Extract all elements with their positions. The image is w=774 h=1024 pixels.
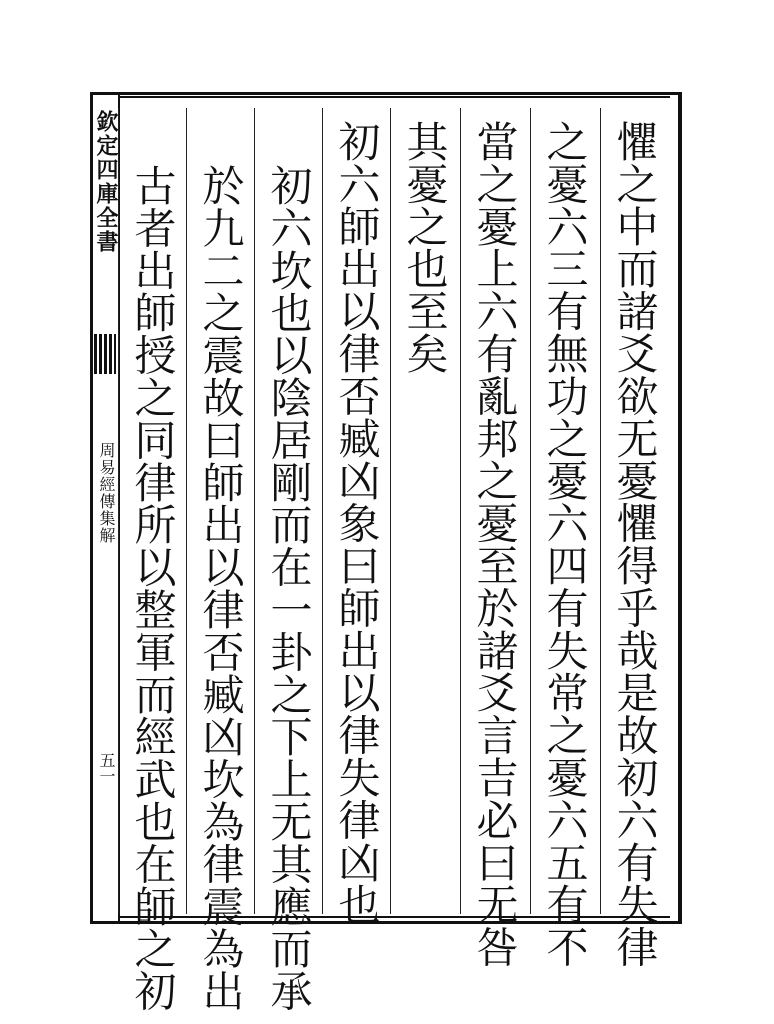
column-text: 於九二之震故曰師出以律否臧凶坎為律震為出 bbox=[196, 164, 246, 1012]
fish-tail-ornament bbox=[94, 334, 116, 374]
column-text: 當之憂上六有亂邦之憂至於諸爻言吉必曰无咎 bbox=[470, 120, 520, 968]
text-column-7 bbox=[186, 108, 254, 1012]
column-text: 初六坎也以陰居剛而在一卦之下上无其應而承 bbox=[264, 164, 314, 1012]
text-column-2 bbox=[530, 108, 598, 968]
text-column-5 bbox=[322, 108, 390, 926]
text-column-8 bbox=[118, 108, 186, 1012]
margin-title: 欽定四庫全書 bbox=[93, 110, 119, 254]
column-text: 之憂六三有無功之憂六四有失常之憂六五有不 bbox=[540, 120, 590, 968]
text-column-4 bbox=[390, 108, 458, 914]
column-text: 古者出師授之同律所以整軍而經武也在師之初 bbox=[128, 164, 178, 1012]
margin-page-number: 五一 bbox=[97, 752, 116, 784]
column-text: 初六師出以律否臧凶象曰師出以律失律凶也 bbox=[332, 120, 382, 926]
text-column-1 bbox=[600, 108, 668, 968]
margin-book-title: 周易經傳集解 bbox=[97, 442, 116, 544]
column-text: 懼之中而諸爻欲无憂懼得乎哉是故初六有失律 bbox=[610, 120, 660, 968]
column-text: 其憂之也至矣 bbox=[400, 120, 450, 375]
text-column-3 bbox=[460, 108, 528, 968]
text-column-6 bbox=[254, 108, 322, 1012]
